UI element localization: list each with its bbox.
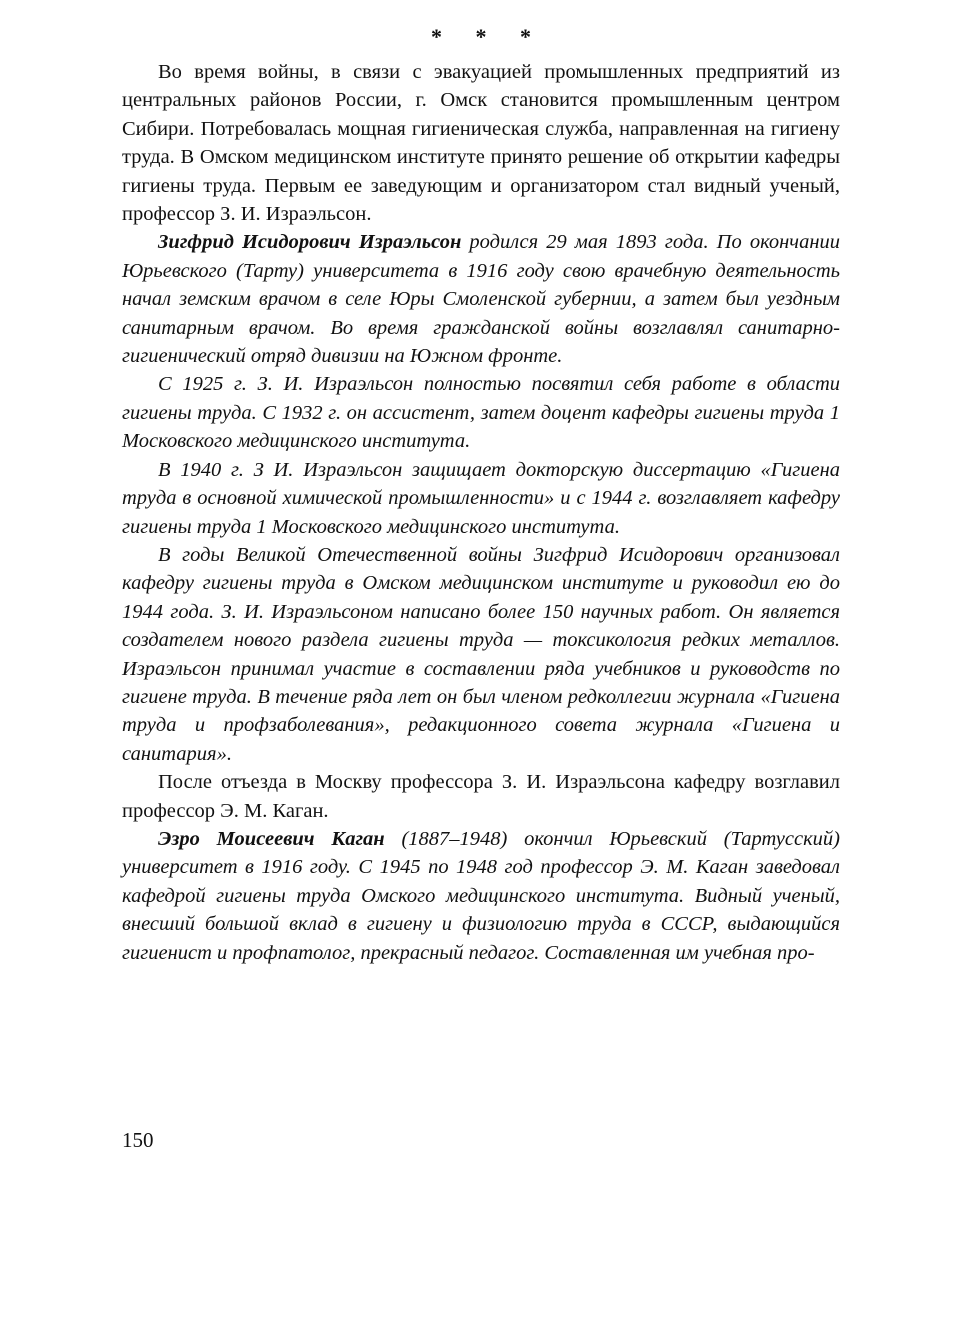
paragraph-kagan-transition: После отъезда в Москву профессора З. И. Израэльсона кафедру возглавил профессор Э. М. Каган. — [122, 771, 840, 822]
paragraph-kagan-bio — [122, 825, 840, 967]
page-number: 150 — [122, 1128, 154, 1152]
paragraph-israelson-war-years: В годы Великой Отечественной войны Зигфрид Исидорович организовал кафедру гигиены труда в Омском медицинском институте и руководил ею до 1944 года. З. И. Израэльсоном написано более 150 научных работ. Он является создателем нового раздела гигиены труда — токсикология редких металлов. Израэльсон принимал участие в составлении ряда учебников и руководств по гигиене труда. В течение ряда лет он был членом редколлегии журнала «Гигиена труда и профзаболевания», редакционного совета журнала «Гигиена и санитария». — [122, 543, 840, 765]
paragraph-israelson-bio — [122, 228, 840, 370]
paragraph-israelson-1925: С 1925 г. З. И. Израэльсон полностью посвятил себя работе в области гигиены труда. С 1932 г. он ассистент, затем доцент кафедры гигиены труда 1 Московского медицинского института. — [122, 373, 840, 453]
section-separator: * * * — [431, 24, 545, 49]
paragraph-israelson-1940: В 1940 г. З И. Израэльсон защищает докторскую диссертацию «Гигиена труда в основной химической промышленности» и с 1944 г. возглавляет кафедру гигиены труда 1 Московского медицинского института. — [122, 458, 840, 538]
person-name-israelson: Зигфрид Исидорович Израэльсон — [158, 231, 462, 254]
paragraph-israelson-bio-text: родился 29 мая 1893 года. По окончании Юрьевского (Тарту) университета в 1916 году свою врачебную деятельность начал земским врачом в селе Юры Смоленской губернии, а затем был уездным санитарным врачом. Во время гражданской войны возглавлял санитарно-гигиенический отряд дивизии на Южном фронте. — [122, 231, 840, 368]
page-body — [122, 22, 840, 967]
person-name-kagan: Эзро Моисеевич Каган — [158, 827, 385, 850]
paragraph-evacuation: Во время войны, в связи с эвакуацией промышленных предприятий из центральных районов России, г. Омск становится промышленным центром Сибири. Потребовалась мощная гигиеническая служба, направленная на гигиену труда. В Омском медицинском институте принято решение об открытии кафедры гигиены труда. Первым ее заведующим и организатором стал видный ученый, профессор З. И. Израэльсон. — [122, 61, 840, 226]
paragraph-kagan-bio-text: (1887–1948) окончил Юрьевский (Тартусский) университет в 1916 году. С 1945 по 1948 год профессор Э. М. Каган заведовал кафедрой гигиены труда Омского медицинского института. Видный ученый, внесший большой вклад в гигиену и физиологию труда в СССР, выдающийся гигиенист и профпатолог, прекрасный педагог. Составленная им учебная про- — [122, 827, 840, 964]
